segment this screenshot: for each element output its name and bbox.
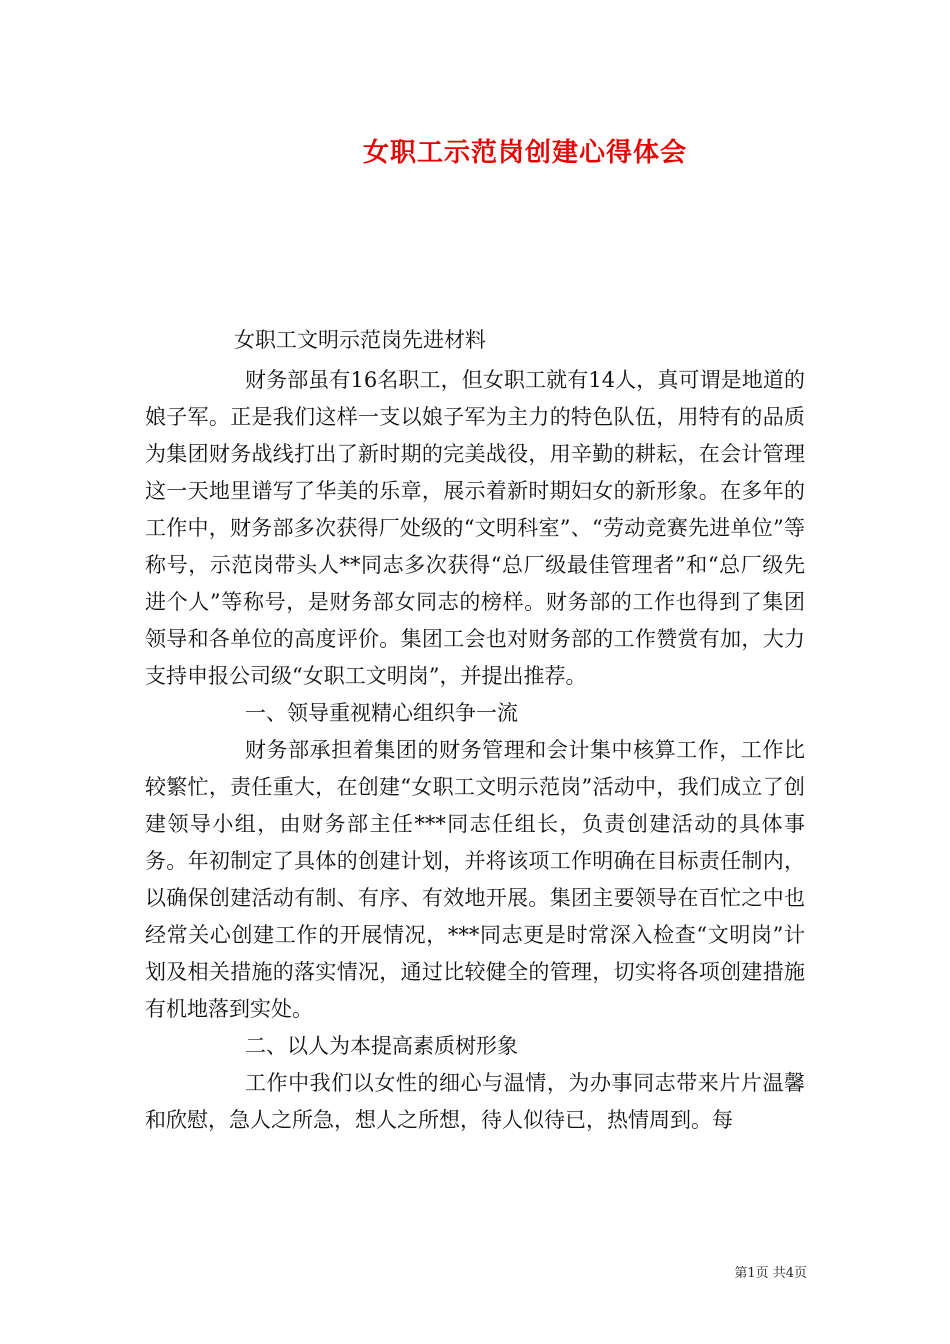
- paragraph-intro: 财务部虽有16名职工，但女职工就有14人，真可谓是地道的娘子军。正是我们这样一支以娘子军为主力的特色队伍，用特有的品质为集团财务战线打出了新时期的完美战役，用辛勤的耕耘，在会计管理这一天地里谱写了华美的乐章，展示着新时期妇女的新形象。在多年的工作中，财务部多次获得厂处级的“文明科室”、“劳动竞赛先进单位”等称号，示范岗带头人**同志多次获得“总厂级最佳管理者”和“总厂级先进个人”等称号，是财务部女同志的榜样。财务部的工作也得到了集团领导和各单位的高度评价。集团工会也对财务部的工作赞赏有加，大力支持申报公司级“女职工文明岗”，并提出推荐。: [145, 368, 805, 688]
- paragraph-section-2: 工作中我们以女性的细心与温情，为办事同志带来片片温馨和欣慰，急人之所急，想人之所想，待人似待已，热情周到。每: [145, 1071, 805, 1132]
- document-body: [145, 362, 805, 1139]
- document-subtitle: 女职工文明示范岗先进材料: [234, 328, 486, 352]
- document-title: 女职工示范岗创建心得体会: [362, 138, 687, 168]
- paragraph-section-1: 财务部承担着集团的财务管理和会计集中核算工作，工作比较繁忙，责任重大，在创建“女职工文明示范岗”活动中，我们成立了创建领导小组，由财务部主任***同志任组长，负责创建活动的具体事务。年初制定了具体的创建计划，并将该项工作明确在目标责任制内，以确保创建活动有制、有序、有效地开展。集团主要领导在百忙之中也经常关心创建工作的开展情况，***同志更是时常深入检查“文明岗”计划及相关措施的落实情况，通过比较健全的管理，切实将各项创建措施有机地落到实处。: [145, 738, 805, 1021]
- page-number-footer: 第1页 共4页: [734, 1266, 807, 1281]
- section-heading-1: 一、领导重视精心组织争一流: [245, 701, 518, 725]
- section-heading-2: 二、以人为本提高素质树形象: [245, 1034, 518, 1058]
